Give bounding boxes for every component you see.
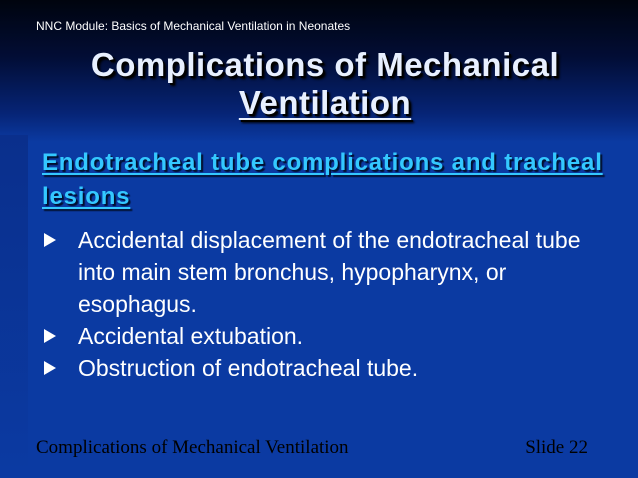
bullet-item [44, 352, 614, 384]
slide-title [30, 46, 620, 122]
slide-number: Slide 22 [525, 437, 588, 458]
bullet-text: Accidental displacement of the endotracheal tube into main stem bronchus, hypopharynx, or esophagus. [78, 227, 581, 317]
title-line-2: Ventilation [238, 84, 412, 121]
footer-title: Complications of Mechanical Ventilation [36, 437, 349, 458]
section-subheading: Endotracheal tube complications and tracheal lesions [42, 149, 603, 210]
bullet-item [44, 320, 614, 352]
bullet-text: Accidental extubation. [78, 323, 304, 349]
left-accent-strip [0, 135, 28, 475]
bullet-list [44, 224, 614, 384]
triangle-bullet-icon [44, 361, 56, 375]
bullet-item [44, 224, 614, 320]
triangle-bullet-icon [44, 233, 56, 247]
bullet-text: Obstruction of endotracheal tube. [78, 355, 419, 381]
triangle-bullet-icon [44, 329, 56, 343]
module-label: NNC Module: Basics of Mechanical Ventilation in Neonates [36, 19, 351, 33]
title-line-1: Complications of Mechanical [90, 46, 560, 83]
